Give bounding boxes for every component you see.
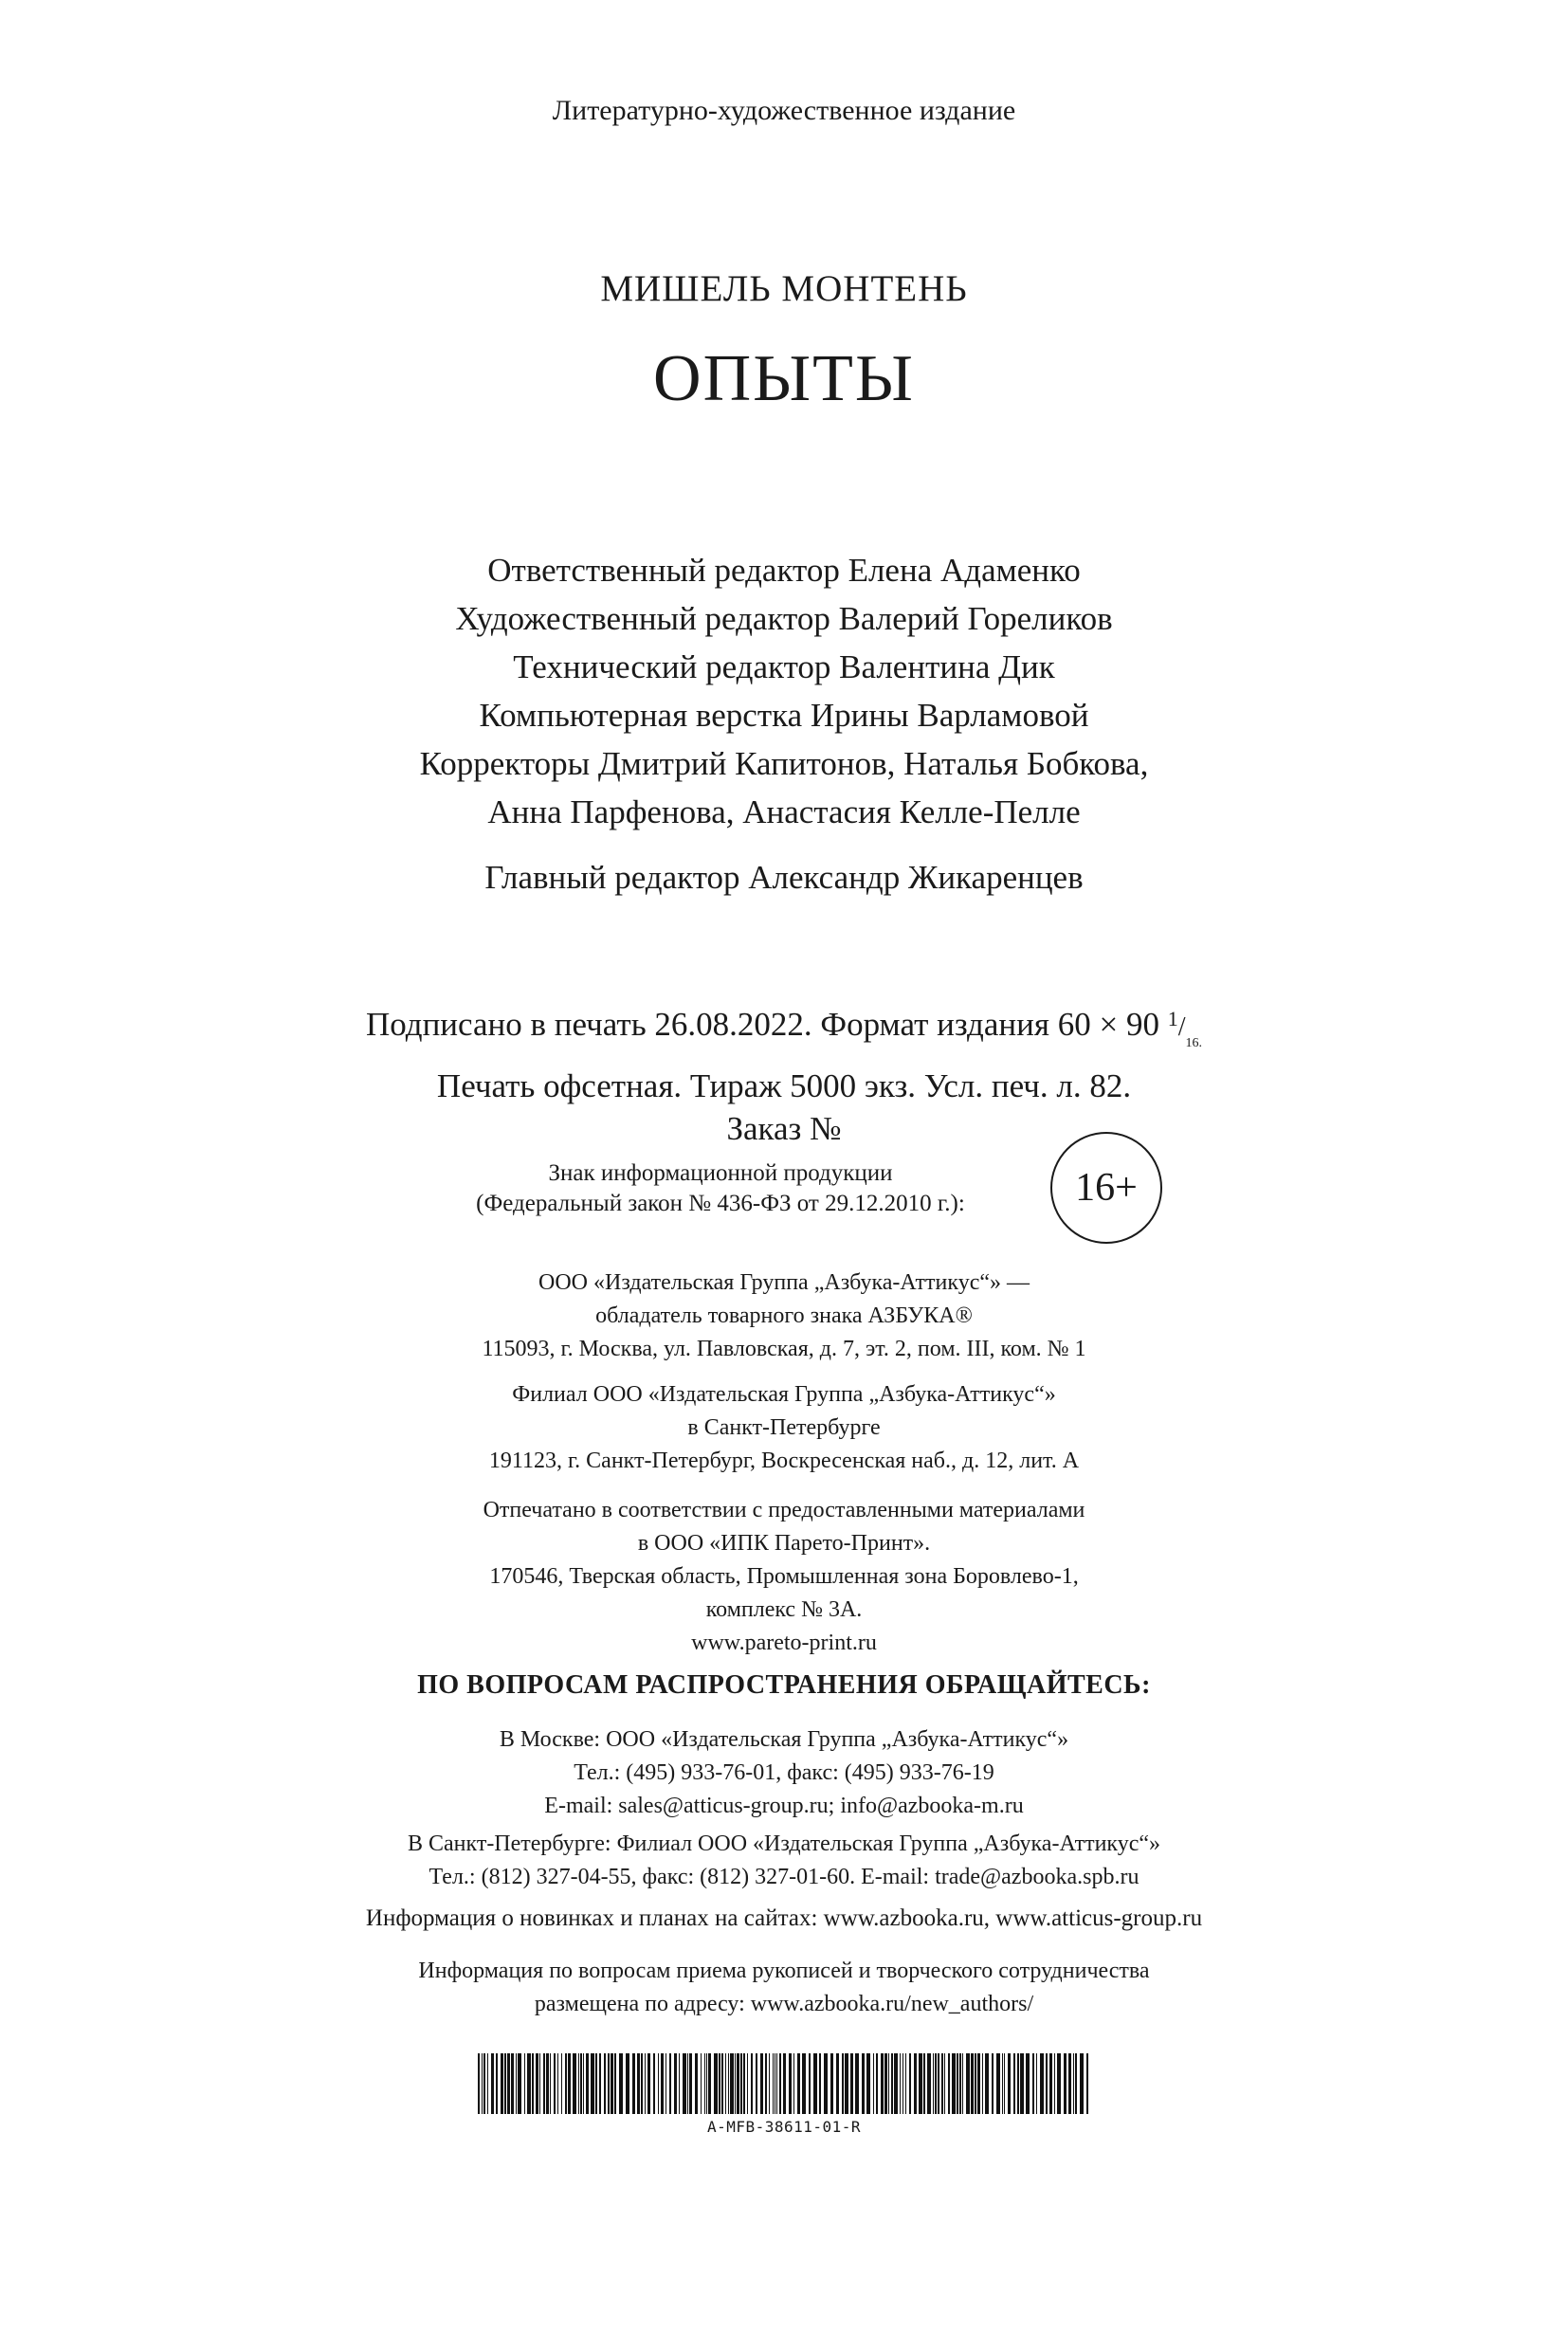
barcode-bar <box>1075 2053 1077 2114</box>
barcode-bar <box>919 2053 922 2114</box>
barcode-bar <box>941 2053 943 2114</box>
barcode-bar <box>842 2053 844 2114</box>
barcode-bar <box>1073 2053 1074 2114</box>
branch-line: в Санкт-Петербурге <box>687 1415 881 1440</box>
barcode-bar <box>1004 2053 1005 2114</box>
barcode-bar <box>539 2053 540 2114</box>
barcode-bar <box>595 2053 597 2114</box>
barcode-bar <box>765 2053 767 2114</box>
barcode-bar <box>735 2053 736 2114</box>
barcode-bar <box>850 2053 853 2114</box>
barcode-bar <box>704 2053 705 2114</box>
credits-block <box>0 546 1568 836</box>
barcode-bar <box>527 2053 531 2114</box>
barcode-bar <box>743 2053 745 2114</box>
contact-line: В Санкт-Петербурге: Филиал ООО «Издательская Группа „Азбука-Аттикус“» <box>407 1832 1161 1856</box>
barcode-bar <box>737 2053 739 2114</box>
barcode-bar <box>1017 2053 1019 2114</box>
barcode-bar <box>927 2053 931 2114</box>
barcode-bar <box>725 2053 726 2114</box>
barcode-bar <box>701 2053 702 2114</box>
barcode-bar <box>944 2053 945 2114</box>
book-title: ОПЫТЫ <box>653 342 915 415</box>
contact-line: В Москве: ООО «Издательская Группа „Азбука-Аттикус“» <box>499 1727 1069 1752</box>
spb-contacts <box>0 1828 1568 1894</box>
credit-line: Анна Парфенова, Анастасия Келле-Пелле <box>487 793 1081 830</box>
barcode-bar <box>966 2053 970 2114</box>
barcode-bar <box>769 2053 770 2114</box>
barcode-bar <box>591 2053 594 2114</box>
barcode-bar <box>543 2053 545 2114</box>
barcode-bar <box>1020 2053 1024 2114</box>
barcode-bar <box>689 2053 692 2114</box>
barcode-number: A-MFB-38611-01-R <box>706 2118 862 2136</box>
barcode-bar <box>557 2053 558 2114</box>
publisher-line: ООО «Издательская Группа „Азбука-Аттикус“» — <box>538 1270 1030 1295</box>
credit-line: Ответственный редактор Елена Адаменко <box>487 552 1081 589</box>
barcode-bar <box>1086 2053 1088 2114</box>
barcode-bar <box>914 2053 917 2114</box>
barcode-bar <box>1013 2053 1015 2114</box>
barcode-bar <box>789 2053 792 2114</box>
barcode-bar <box>511 2053 514 2114</box>
credit-line: Компьютерная верстка Ирины Варламовой <box>479 697 1089 734</box>
barcode-bar <box>482 2053 483 2114</box>
barcode-bar <box>1064 2053 1067 2114</box>
barcode-bar <box>580 2053 582 2114</box>
barcode-bar <box>611 2053 613 2114</box>
barcode-bar <box>1026 2053 1030 2114</box>
distribution-heading: ПО ВОПРОСАМ РАСПРОСТРАНЕНИЯ ОБРАЩАЙТЕСЬ: <box>417 1670 1151 1700</box>
barcode-bar <box>747 2053 748 2114</box>
barcode-bar <box>504 2053 506 2114</box>
barcode-bar <box>962 2053 963 2114</box>
barcode-bar <box>866 2053 870 2114</box>
barcode-bar <box>756 2053 757 2114</box>
barcode-bar <box>496 2053 498 2114</box>
printer-address: 170546, Тверская область, Промышленная зона Боровлево-1, <box>489 1564 1079 1589</box>
contact-email: E-mail: sales@atticus-group.ru; info@azbooka-m.ru <box>544 1794 1024 1818</box>
barcode-bar <box>604 2053 606 2114</box>
barcode-bar <box>695 2053 698 2114</box>
branch-block <box>0 1378 1568 1478</box>
barcode-bar <box>708 2053 711 2114</box>
barcode-bar <box>487 2053 488 2114</box>
barcode-bar <box>669 2053 671 2114</box>
fraction-denominator: 16 <box>1185 1036 1199 1050</box>
author-name: МИШЕЛЬ МОНТЕНЬ <box>600 268 968 309</box>
info-sites: Информация о новинках и планах на сайтах: www.azbooka.ru, www.atticus-group.ru <box>365 1905 1203 1931</box>
barcode-bar <box>740 2053 742 2114</box>
barcode-bar <box>524 2053 525 2114</box>
barcode-bar <box>773 2053 774 2114</box>
barcode-bar <box>483 2053 485 2114</box>
barcode-bar <box>565 2053 567 2114</box>
print-info-line: Печать офсетная. Тираж 5000 экз. Усл. печ. л. 82. <box>436 1067 1132 1104</box>
barcode-bar <box>948 2053 950 2114</box>
barcode-bar <box>802 2053 806 2114</box>
barcode-bar <box>957 2053 958 2114</box>
barcode-bar <box>813 2053 817 2114</box>
barcode-bar <box>959 2053 961 2114</box>
barcode-bar <box>532 2053 534 2114</box>
age-rating-badge: 16+ <box>1050 1132 1162 1244</box>
barcode-bar <box>1036 2053 1037 2114</box>
barcode-bar <box>1054 2053 1055 2114</box>
barcode-bar <box>776 2053 777 2114</box>
barcode-bar <box>599 2053 601 2114</box>
barcode-bar <box>836 2053 839 2114</box>
barcode-bar <box>619 2053 623 2114</box>
barcode-bar <box>862 2053 865 2114</box>
printer-block <box>0 1494 1568 1660</box>
barcode-bar <box>721 2053 723 2114</box>
barcode-bar <box>819 2053 821 2114</box>
barcode-bar <box>632 2053 635 2114</box>
barcode-bar <box>478 2053 480 2114</box>
printer-line: в ООО «ИПК Парето-Принт». <box>637 1531 931 1556</box>
publisher-address: 115093, г. Москва, ул. Павловская, д. 7, эт. 2, пом. III, ком. № 1 <box>482 1337 1086 1361</box>
barcode-bar <box>923 2053 925 2114</box>
credit-line: Корректоры Дмитрий Капитонов, Наталья Бобкова, <box>419 745 1149 782</box>
barcode-bar <box>933 2053 934 2114</box>
barcode-bar <box>665 2053 666 2114</box>
credit-line: Художественный редактор Валерий Гореликов <box>455 600 1113 637</box>
info-label-text <box>417 1158 1024 1219</box>
barcode-bar <box>1040 2053 1044 2114</box>
order-number: Заказ № <box>726 1110 842 1147</box>
barcode-bar <box>653 2053 655 2114</box>
barcode-bar <box>1002 2053 1003 2114</box>
manuscripts-info <box>0 1955 1568 2021</box>
barcode-bar <box>938 2053 939 2114</box>
barcode-bar <box>797 2053 800 2114</box>
fraction-separator: / <box>1177 1012 1186 1042</box>
barcode-bar <box>977 2053 980 2114</box>
barcode-bar <box>783 2053 786 2114</box>
barcode-bar <box>608 2053 610 2114</box>
barcode-bar <box>891 2053 893 2114</box>
barcode-bar <box>888 2053 889 2114</box>
manuscripts-line: Информация по вопросам приема рукописей и творческого сотрудничества <box>418 1959 1150 1983</box>
barcode-bar <box>1046 2053 1048 2114</box>
barcode-bar <box>554 2053 556 2114</box>
barcode-bar <box>614 2053 616 2114</box>
barcode-bar <box>992 2053 994 2114</box>
barcode-bar <box>568 2053 571 2114</box>
printer-website: www.pareto-print.ru <box>691 1631 877 1655</box>
barcode-bar <box>1049 2053 1052 2114</box>
info-label-line: (Федеральный закон № 436-ФЗ от 29.12.2010 г.): <box>476 1191 965 1216</box>
barcode-bar <box>536 2053 538 2114</box>
barcode-bar <box>501 2053 503 2114</box>
barcode-bar <box>1068 2053 1071 2114</box>
barcode-bar <box>1008 2053 1011 2114</box>
barcode-bar <box>661 2053 664 2114</box>
barcode-bar <box>881 2053 884 2114</box>
barcode-bar <box>952 2053 956 2114</box>
barcode-bar <box>909 2053 911 2114</box>
branch-address: 191123, г. Санкт-Петербург, Воскресенская наб., д. 12, лит. А <box>488 1449 1080 1473</box>
barcode-bar <box>550 2053 551 2114</box>
barcode-bar <box>516 2053 517 2114</box>
barcode-bar <box>894 2053 898 2114</box>
print-info <box>0 997 1568 1150</box>
barcode-bar <box>730 2053 734 2114</box>
barcode-bar <box>491 2053 494 2114</box>
chief-editor: Главный редактор Александр Жикаренцев <box>484 859 1084 896</box>
barcode-bar <box>719 2053 720 2114</box>
barcode-bar <box>809 2053 811 2114</box>
barcode-bar <box>683 2053 686 2114</box>
genre-line: Литературно-художественное издание <box>552 95 1016 126</box>
barcode-bar <box>637 2053 640 2114</box>
print-info-line: Подписано в печать 26.08.2022. Формат издания 60 × 90 <box>366 1006 1159 1043</box>
barcode-bar <box>583 2053 584 2114</box>
printer-line: Отпечатано в соответствии с предоставленными материалами <box>483 1498 1085 1522</box>
barcode-bar <box>793 2053 794 2114</box>
barcode-bar <box>728 2053 729 2114</box>
barcode-bar <box>985 2053 989 2114</box>
barcode-bar <box>1080 2053 1084 2114</box>
barcode-bar <box>1032 2053 1034 2114</box>
barcode-bar <box>855 2053 859 2114</box>
barcode-bar <box>674 2053 677 2114</box>
barcode-bar <box>578 2053 579 2114</box>
barcode-bar <box>884 2053 887 2114</box>
barcode-bar <box>714 2053 718 2114</box>
publisher-block <box>0 1267 1568 1366</box>
barcode-bar <box>706 2053 707 2114</box>
fraction-end: . <box>1198 1036 1202 1050</box>
barcode-bar <box>561 2053 562 2114</box>
barcode-bar <box>975 2053 976 2114</box>
barcode-bar <box>1057 2053 1061 2114</box>
barcode-bar <box>626 2053 629 2114</box>
moscow-contacts <box>0 1723 1568 1823</box>
format-fraction <box>1167 1007 1202 1050</box>
barcode-bar <box>586 2053 589 2114</box>
barcode-bar <box>900 2053 901 2114</box>
barcode-bar <box>641 2053 643 2114</box>
barcode-bar <box>873 2053 874 2114</box>
barcode-bar <box>573 2053 576 2114</box>
credit-line: Технический редактор Валентина Дик <box>513 648 1055 685</box>
barcode-bar <box>905 2053 906 2114</box>
barcode-bar <box>824 2053 828 2114</box>
contact-phone: Тел.: (495) 933-76-01, факс: (495) 933-76-19 <box>574 1760 994 1785</box>
barcode-bar <box>996 2053 1000 2114</box>
barcode-bar <box>760 2053 763 2114</box>
publisher-line: обладатель товарного знака АЗБУКА® <box>595 1303 973 1328</box>
manuscripts-line: размещена по адресу: www.azbooka.ru/new_authors/ <box>534 1992 1034 2016</box>
barcode-bar <box>935 2053 937 2114</box>
contact-phone: Тел.: (812) 327-04-55, факс: (812) 327-01-60. E-mail: trade@azbooka.spb.ru <box>428 1865 1140 1889</box>
barcode-bar <box>679 2053 680 2114</box>
barcode-bar <box>876 2053 878 2114</box>
barcode-bar <box>779 2053 781 2114</box>
barcode-bar <box>658 2053 659 2114</box>
barcode-bar <box>645 2053 646 2114</box>
barcode-bar <box>751 2053 753 2114</box>
barcode-bar <box>507 2053 510 2114</box>
fraction-numerator: 1 <box>1167 1007 1178 1030</box>
branch-line: Филиал ООО «Издательская Группа „Азбука-Аттикус“» <box>512 1382 1056 1407</box>
barcode-bar <box>687 2053 688 2114</box>
barcode-bar <box>546 2053 549 2114</box>
info-label-line: Знак информационной продукции <box>548 1160 893 1186</box>
barcode-bar <box>518 2053 521 2114</box>
barcode-bar <box>830 2053 833 2114</box>
barcode-bar <box>647 2053 650 2114</box>
barcode <box>478 2053 1094 2114</box>
barcode-bar <box>845 2053 848 2114</box>
printer-address: комплекс № 3А. <box>705 1597 863 1622</box>
barcode-bar <box>971 2053 974 2114</box>
barcode-bar <box>982 2053 983 2114</box>
